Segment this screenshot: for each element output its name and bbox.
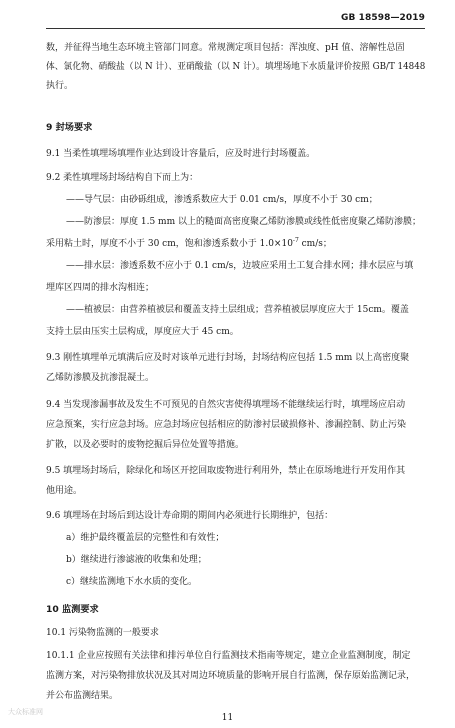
- clause-9-4-b: 应急预案，实行应急封场。应急封场应包括相应的防渗衬层破损修补、渗漏控制、防止污染: [46, 420, 407, 430]
- item-b: b）继续进行渗滤液的收集和处理；: [66, 555, 207, 565]
- section-10-title: 10 监测要求: [46, 604, 99, 615]
- layer-drain-a: ——排水层：渗透系数不应小于 0.1 cm/s，边坡应采用土工复合排水网；排水层应与填: [66, 261, 414, 271]
- item-c: c）继续监测地下水水质的变化。: [66, 577, 198, 587]
- header-rule: [46, 28, 425, 29]
- clause-9-4-c: 扩散，以及必要时的废物挖掘后异位处置等措施。: [46, 440, 245, 450]
- clause-9-3-b: 乙烯防渗膜及抗渗混凝土。: [46, 373, 155, 383]
- clause-9-4-a: 9.4 当发现渗漏事故及发生不可预见的自然灾害使得填埋场不能继续运行时，填埋场应启动: [46, 400, 406, 410]
- standard-code: GB 18598—2019: [340, 13, 425, 23]
- intro-line-3: 执行。: [46, 81, 74, 91]
- clause-9-2: 9.2 柔性填埋场封场结构自下而上为：: [46, 173, 199, 183]
- layer-veg-a: ——植被层：由营养植被层和覆盖支持土层组成；营养植被层厚度应大于 15cm。覆盖: [66, 305, 409, 315]
- layer-seepage-b: [46, 236, 332, 249]
- intro-line-1: 数，并征得当地生态环境主管部门同意。常规测定项目包括：浑浊度、pH 值、溶解性总固: [46, 43, 405, 53]
- layer-seepage-b-unit: cm/s；: [298, 239, 332, 249]
- clause-10-1-1-a: 10.1.1 企业应按照有关法律和排污单位自行监测技术指南等规定，建立企业监测制度，制定: [46, 651, 411, 661]
- layer-gas: ——导气层：由砂砾组成，渗透系数应大于 0.01 cm/s，厚度不小于 30 cm；: [66, 195, 378, 205]
- clause-9-3-a: 9.3 刚性填埋单元填满后应及时对该单元进行封场，封场结构应包括 1.5 mm 以上高密度聚: [46, 353, 410, 363]
- watermark: 大众标准网: [8, 708, 43, 716]
- clause-9-5-b: 他用途。: [46, 486, 83, 496]
- clause-10-1: 10.1 污染物监测的一般要求: [46, 628, 159, 638]
- exponent: -7: [292, 237, 299, 244]
- clause-10-1-1-c: 并公布监测结果。: [46, 691, 119, 701]
- intro-line-2: 体、氯化物、硝酸盐（以 N 计）、亚硝酸盐（以 N 计）。填埋场地下水质量评价按照 GB/T 14848: [46, 62, 426, 72]
- layer-drain-b: 埋库区四周的排水沟相连；: [46, 283, 155, 293]
- clause-9-5-a: 9.5 填埋场封场后，除绿化和场区开挖回取废物进行利用外，禁止在原场地进行开发用作其: [46, 466, 406, 476]
- layer-seepage-a: ——防渗层：厚度 1.5 mm 以上的糙面高密度聚乙烯防渗膜或线性低密度聚乙烯防渗膜；: [66, 217, 421, 227]
- clause-10-1-1-b: 监测方案，对污染物排放状况及其对周边环境质量的影响开展自行监测，保存原始监测记录，: [46, 671, 416, 681]
- clause-9-1: 9.1 当柔性填埋场填埋作业达到设计容量后，应及时进行封场覆盖。: [46, 149, 316, 159]
- item-a: a）维护最终覆盖层的完整性和有效性；: [66, 533, 225, 543]
- clause-9-6: 9.6 填埋场在封场后到达设计寿命期的期间内必须进行长期维护，包括：: [46, 511, 334, 521]
- layer-veg-b: 支持土层由压实土层构成，厚度应大于 45 cm。: [46, 327, 239, 337]
- layer-seepage-b-text: 采用粘土时，厚度不小于 30 cm，饱和渗透系数小于 1.0×10: [46, 239, 293, 249]
- section-9-title: 9 封场要求: [46, 122, 93, 133]
- page-number: 11: [221, 713, 234, 723]
